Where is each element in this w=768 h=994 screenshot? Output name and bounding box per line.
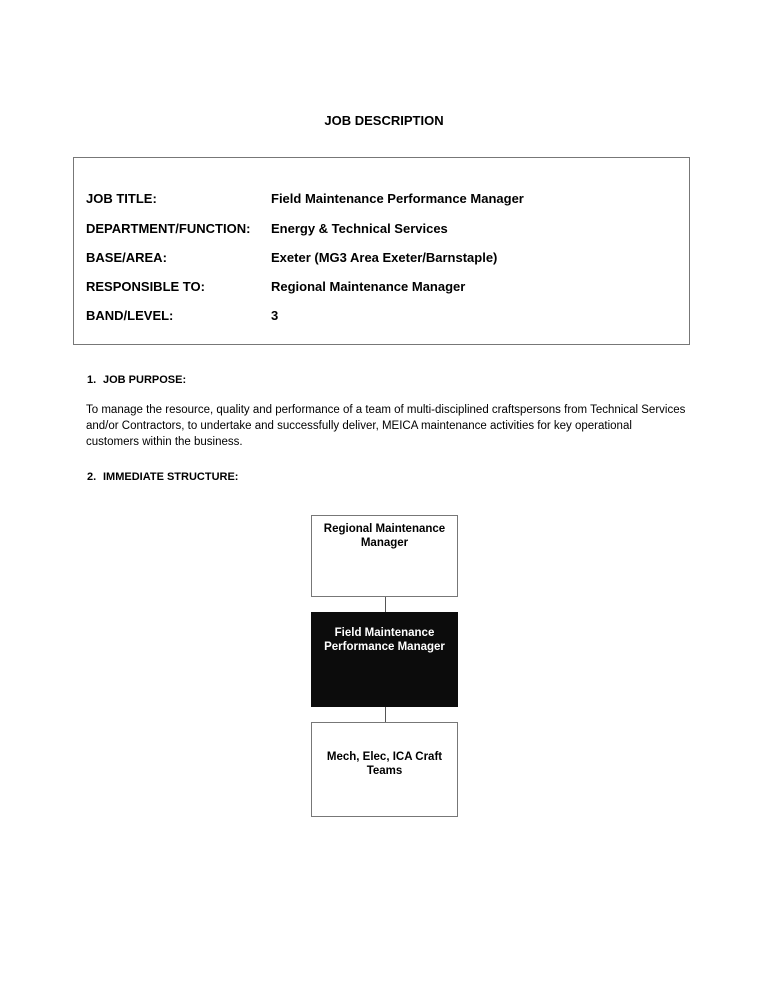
document-title: JOB DESCRIPTION <box>324 113 444 128</box>
section-title: JOB PURPOSE: <box>103 374 187 386</box>
info-value: Energy & Technical Services <box>271 221 448 236</box>
section-number: 1. <box>87 374 97 386</box>
section-number: 2. <box>87 471 97 483</box>
job-purpose-text: To manage the resource, quality and performance of a team of multi-disciplined craftspersons from Technical Services and/or Contractors, to undertake and successfully deliver, MEICA maintenance activities for key operational customers within the business. <box>86 404 686 448</box>
section-title: IMMEDIATE STRUCTURE: <box>103 471 239 483</box>
org-connector <box>385 707 386 722</box>
info-label: BASE/AREA: <box>86 250 167 265</box>
info-value: Exeter (MG3 Area Exeter/Barnstaple) <box>271 250 498 265</box>
info-label: DEPARTMENT/FUNCTION: <box>86 221 251 236</box>
org-box-regional-manager: Regional Maintenance Manager <box>311 515 458 597</box>
info-label: RESPONSIBLE TO: <box>86 279 205 294</box>
info-value: Regional Maintenance Manager <box>271 279 466 294</box>
info-value: 3 <box>271 308 279 323</box>
info-label: JOB TITLE: <box>86 191 157 206</box>
org-connector <box>385 597 386 612</box>
org-box-craft-teams: Mech, Elec, ICA Craft Teams <box>311 722 458 817</box>
info-value: Field Maintenance Performance Manager <box>271 191 524 206</box>
org-box-field-manager: Field Maintenance Performance Manager <box>311 612 458 707</box>
info-label: BAND/LEVEL: <box>86 308 174 323</box>
job-info-box <box>73 157 690 345</box>
